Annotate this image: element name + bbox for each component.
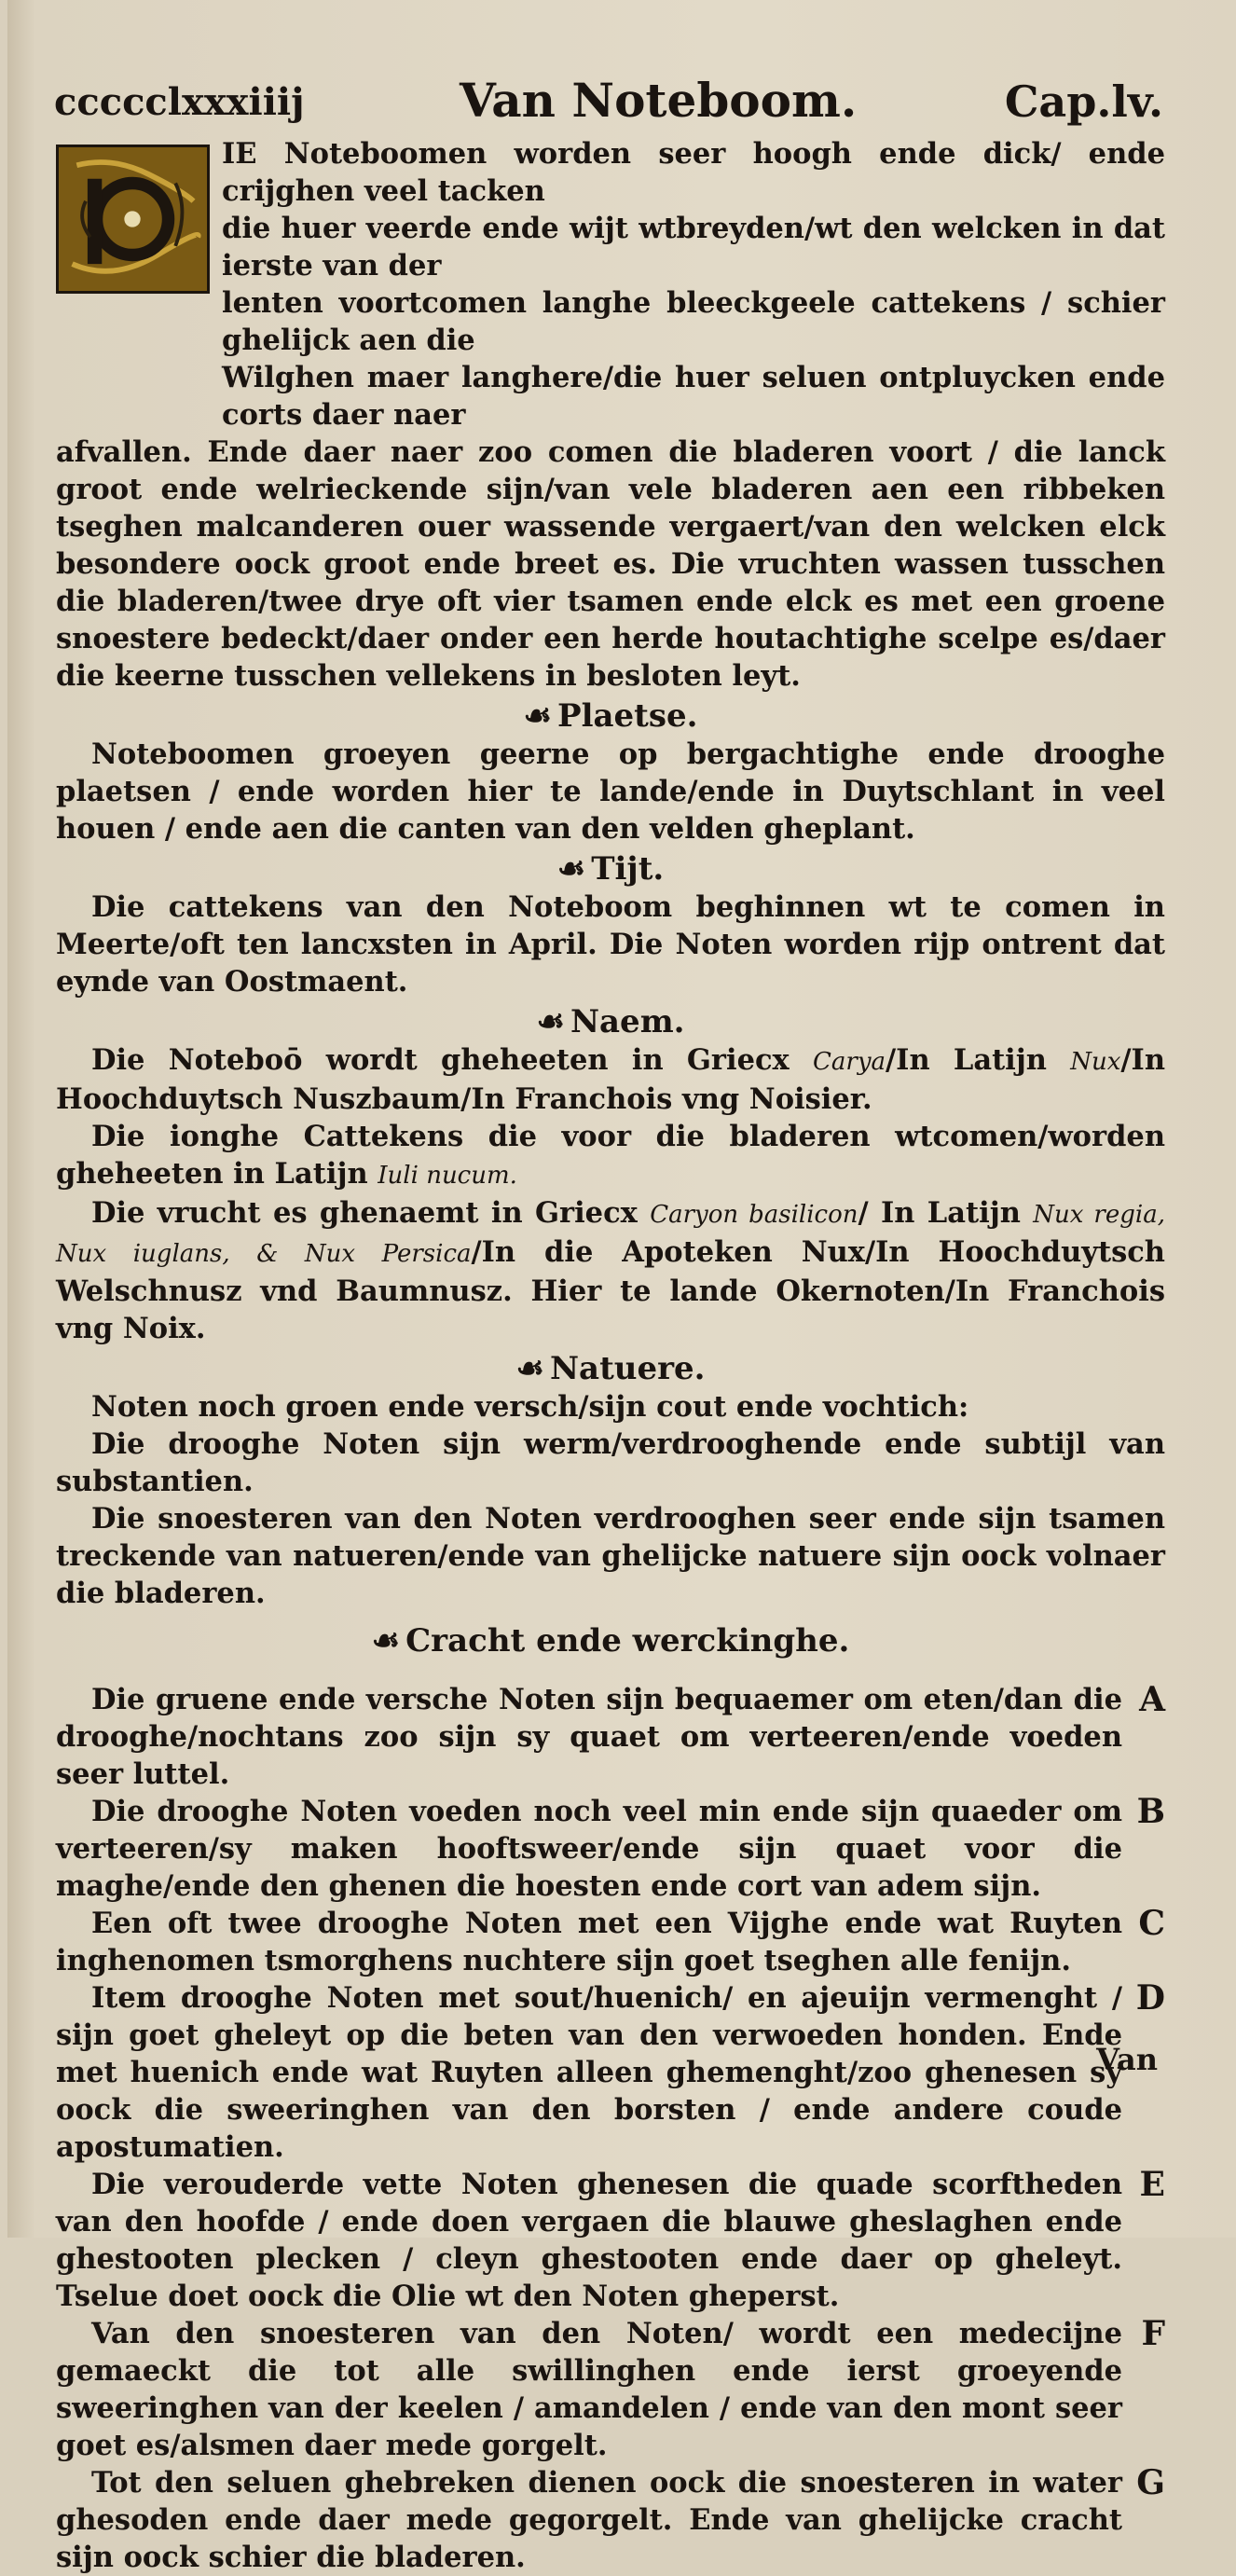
latin-term: Caryon basilicon bbox=[650, 1201, 858, 1229]
naem-paragraph-3: Die vrucht es ghenaemt in Griecx Caryon basilicon/ In Latijn Nux regia, Nux iuglans, & Nux Persica/In die Apoteken Nux/In Hoochduytsch Welschnusz vnd Baumnusz. Hier te lande Okernoten/In Franchois vng Noix. bbox=[56, 1196, 1165, 1345]
latin-term: Nux bbox=[1070, 1048, 1121, 1076]
naem-paragraph-1: Die Noteboō wordt gheheeten in Griecx Carya/In Latijn Nux/In Hoochduytsch Nuszbaum/In Franchois vng Noisier. bbox=[56, 1043, 1165, 1116]
margin-letter: A bbox=[1139, 1680, 1165, 1719]
section-heading-tijt: ☙ Tijt. bbox=[556, 850, 665, 888]
intro-paragraph: afvallen. Ende daer naer zoo comen die bladeren voort / die lanck groot ende welrieckende sijn/van vele bladeren aen een ribbeken tseghen malcanderen ouer wassende vergaert/van den welcken elck besondere oock groot ende breet es. Die vruchten wassen tusschen die bladeren/twee drye oft vier tsamen ende elck es met een groene snoestere bedeckt/daer onder een herde houtachtighe scelpe es/daer die keerne tusschen vellekens in besloten leyt. bbox=[56, 435, 1165, 693]
effect-item-c bbox=[56, 1905, 1165, 1979]
book-page bbox=[7, 0, 1236, 2574]
effect-text: Van den snoesteren van den Noten/ wordt een medecijne gemaeckt die tot alle swillinghen ende ierst groeyende sweeringhen van der keelen / amandelen / ende van den mont seer goet es/alsmen daer mede gorgelt. bbox=[56, 2317, 1122, 2462]
latin-term: Carya bbox=[813, 1048, 886, 1076]
section-heading-plaetse: ☙ Plaetse. bbox=[523, 697, 698, 735]
effect-item-f bbox=[56, 2315, 1165, 2464]
natuere-paragraph: Noten noch groen ende versch/sijn cout ende vochtich: bbox=[91, 1390, 969, 1424]
effect-text: Die verouderde vette Noten ghenesen die quade scorftheden van den hoofde / ende doen vergaen die blauwe gheslaghen ende ghestooten plecken / cleyn ghestooten ende daer op gheleyt. Tselue doet oock die Olie wt den Noten gheperst. bbox=[56, 2168, 1122, 2313]
margin-letter: G bbox=[1136, 2463, 1165, 2502]
intro-line: Wilghen maer langhere/die huer seluen ontpluycken ende corts daer naer bbox=[222, 361, 1165, 432]
effect-text: Een oft twee drooghe Noten met een Vijghe ende wat Ruyten inghenomen tsmorghens nuchtere sijn goet tseghen alle fenijn. bbox=[56, 1907, 1122, 1977]
main-text bbox=[56, 135, 1165, 2576]
latin-term: Iuli nucum. bbox=[378, 1162, 517, 1190]
paragraph-mark-icon: ☙ bbox=[556, 850, 586, 888]
paragraph-mark-icon: ☙ bbox=[523, 697, 552, 735]
section-heading-naem: ☙ Naem. bbox=[536, 1003, 685, 1040]
paragraph-mark-icon: ☙ bbox=[371, 1622, 401, 1660]
effect-item-b bbox=[56, 1793, 1165, 1905]
effect-text: Tot den seluen ghebreken dienen oock die snoesteren in water ghesoden ende daer mede gegorgelt. Ende van ghelijcke cracht sijn oock schier die bladeren. bbox=[56, 2466, 1122, 2574]
chapter-number: Cap.lv. bbox=[1004, 76, 1163, 127]
natuere-paragraph: Die snoesteren van den Noten verdrooghen seer ende sijn tsamen treckende van natueren/ende van ghelijcke natuere sijn oock volnaer die bladeren. bbox=[56, 1502, 1165, 1610]
effect-item-d bbox=[56, 1979, 1165, 2166]
margin-letter: B bbox=[1136, 1792, 1165, 1831]
effect-item-a bbox=[56, 1681, 1165, 1793]
paragraph-mark-icon: ☙ bbox=[515, 1350, 544, 1387]
margin-letter: F bbox=[1141, 2314, 1165, 2353]
intro-line: IE Noteboomen worden seer hoogh ende dick/ ende crijghen veel tacken bbox=[222, 137, 1165, 208]
intro-line: lenten voortcomen langhe bleeckgeele cattekens / schier ghelijck aen die bbox=[222, 286, 1165, 357]
margin-letter: D bbox=[1135, 1978, 1165, 2018]
page-title: Van Noteboom. bbox=[460, 73, 858, 128]
natuere-paragraph: Die drooghe Noten sijn werm/verdrooghende ende subtijl van substantien. bbox=[56, 1427, 1165, 1498]
section-heading-natuere: ☙ Natuere. bbox=[515, 1350, 706, 1387]
running-header bbox=[54, 73, 1163, 138]
effect-text: Die drooghe Noten voeden noch veel min ende sijn quaeder om verteeren/sy maken hooftsweer/ende sijn quaet voor die maghe/ende den ghenen die hoesten ende cort van adem sijn. bbox=[56, 1795, 1122, 1903]
margin-letter: E bbox=[1139, 2165, 1165, 2204]
latin-term: Nux regia, Nux iuglans, & Nux Persica bbox=[56, 1201, 1165, 1268]
naem-paragraph-2: Die ionghe Cattekens die voor die bladeren wtcomen/worden gheheeten in Latijn Iuli nucum. bbox=[56, 1120, 1165, 1191]
effect-item-e bbox=[56, 2166, 1165, 2315]
effect-item-g bbox=[56, 2464, 1165, 2576]
effect-text: Item drooghe Noten met sout/huenich/ en ajeuijn vermenght / sijn goet gheleyt op die beten van den verwoeden honden. Ende met huenich ende wat Ruyten alleen ghemenght/zoo ghenesen sy oock die sweeringhen van den borsten / ende andere coude apostumatien. bbox=[56, 1981, 1122, 2164]
tijt-text: Die cattekens van den Noteboom beghinnen wt te comen in Meerte/oft ten lancxsten in April. Die Noten worden rijp ontrent dat eynde van Oostmaent. bbox=[56, 890, 1165, 999]
paragraph-mark-icon: ☙ bbox=[536, 1003, 565, 1040]
folio-number: ccccclxxxiiij bbox=[54, 80, 305, 124]
margin-letter: C bbox=[1138, 1904, 1165, 1943]
catchword: Van bbox=[1096, 2042, 1158, 2077]
effect-text: Die gruene ende versche Noten sijn bequaemer om eten/dan die drooghe/nochtans zoo sijn sy quaet om verteeren/ende voeden seer luttel. bbox=[56, 1683, 1122, 1791]
plaetse-text: Noteboomen groeyen geerne op bergachtighe ende drooghe plaetsen / ende worden hier te lande/ende in Duytschlant in veel houen / ende aen die canten van den velden gheplant. bbox=[56, 737, 1165, 846]
section-heading-cracht: ☙ Cracht ende werckinghe. bbox=[371, 1622, 850, 1660]
intro-line: die huer veerde ende wijt wtbreyden/wt den welcken in dat ierste van der bbox=[222, 212, 1165, 282]
